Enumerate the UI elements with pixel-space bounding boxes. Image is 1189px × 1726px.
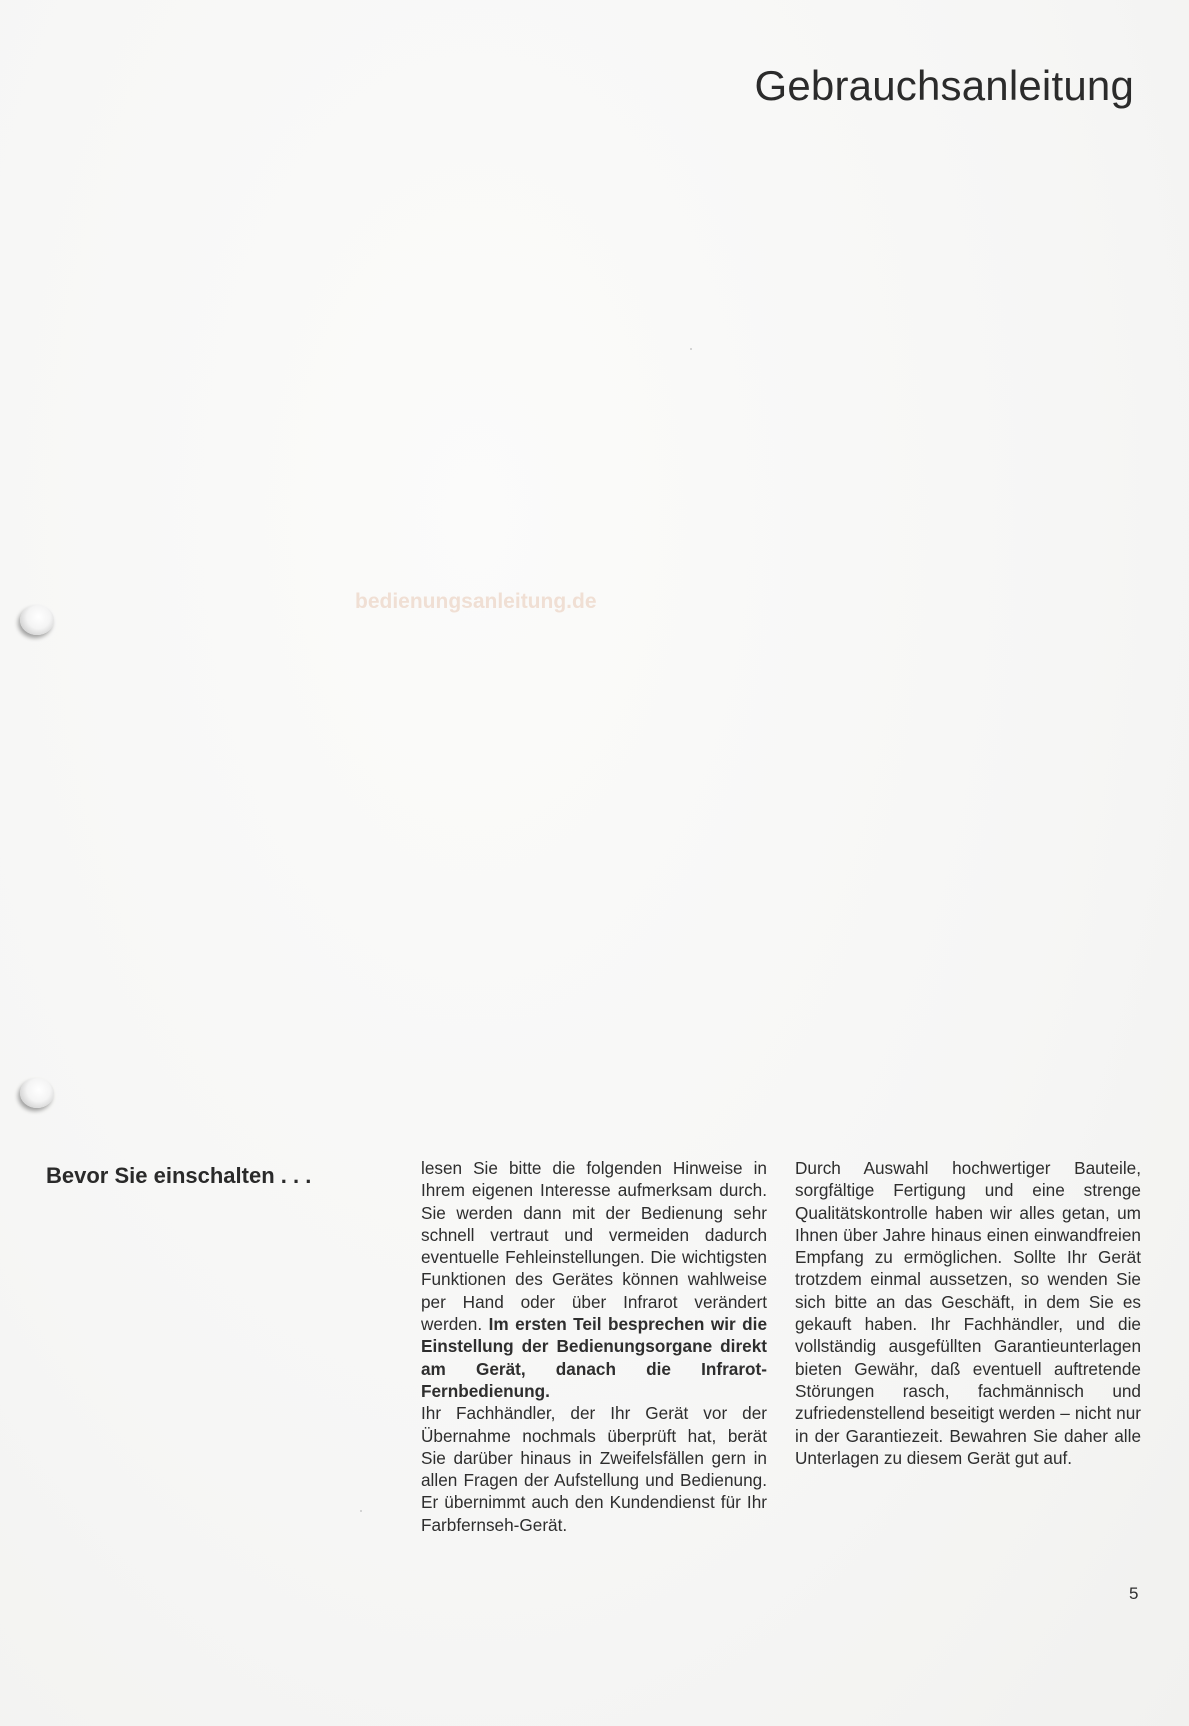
punch-hole-bottom (20, 1078, 54, 1108)
page-title: Gebrauchsanleitung (754, 62, 1134, 109)
scan-speck (690, 348, 692, 350)
bold-emphasis-text: Im ersten Teil besprechen wir die Einstellung der Bedienungsorgane direkt am Gerät, danach die Infrarot-Fernbedienung. (421, 1314, 768, 1401)
text-column-right (795, 1157, 1141, 1469)
dealer-paragraph: Ihr Fachhändler, der Ihr Gerät vor der Übernahme nochmals überprüft hat, berät Sie darüber hinaus in Zweifelsfällen gern in allen Fragen der Aufstellung und Bedienung. Er übernimmt auch den Kundendienst für Ihr Farbfernseh-Gerät. (421, 1403, 767, 1535)
intro-text: lesen Sie bitte die folgenden Hinweise in Ihrem eigenen Interesse aufmerksam durch. Sie werden dann mit der Bedienung sehr schnell vertraut und vermeiden dadurch eventuelle Fehleinstellungen. Die wichtigsten Funktionen des Gerätes können wahlweise per Hand oder über Infrarot verändert werden. (421, 1158, 767, 1335)
page-number: 5 (1129, 1584, 1139, 1603)
watermark-text: bedienungsanleitung.de (355, 590, 597, 613)
quality-paragraph: Durch Auswahl hochwertiger Bauteile, sorgfältige Fertigung und eine strenge Qualitätskontrolle haben wir alles getan, um Ihnen über Jahre hinaus einen einwandfreien Empfang zu ermöglichen. Sollte Ihr Gerät trotzdem einmal aussetzen, so wenden Sie sich bitte an das Geschäft, in dem Sie es gekauft haben. Ihr Fachhändler, und die vollständig ausgefüllten Garantieunterlagen bieten Gewähr, daß eventuell auftretende Störungen rasch, fachmännisch und zufriedenstellend beseitigt werden – nicht nur in der Garantiezeit. Bewahren Sie daher alle Unterlagen zu diesem Gerät gut auf. (795, 1158, 1141, 1468)
section-heading: Bevor Sie einschalten . . . (46, 1163, 312, 1188)
intro-paragraph (421, 1157, 767, 1402)
punch-hole-top (20, 605, 54, 635)
text-column-left (421, 1157, 767, 1536)
scan-speck (360, 1510, 362, 1512)
